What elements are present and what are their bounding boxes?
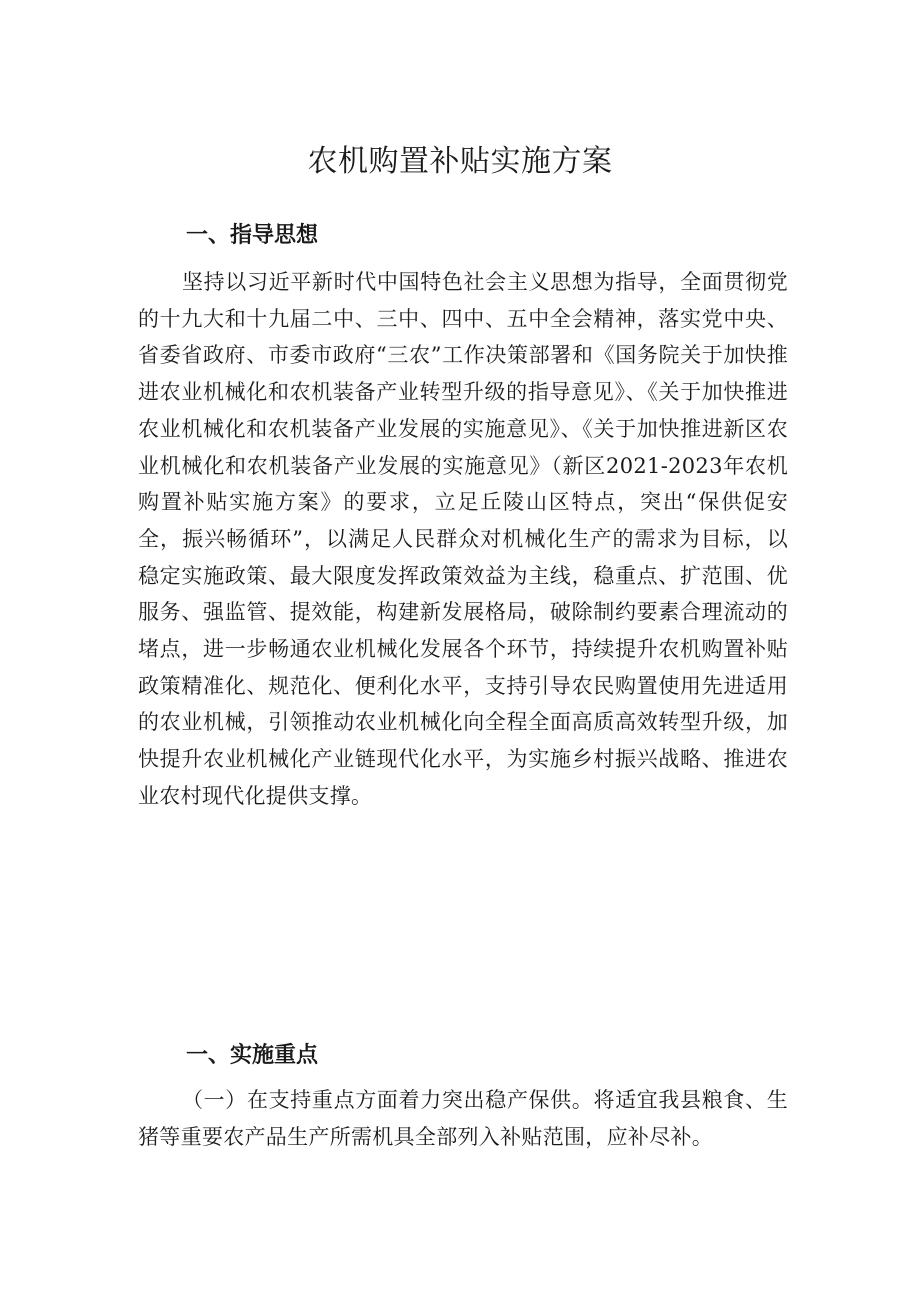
section-heading-implementation-focus: 一、实施重点 [186, 1043, 319, 1068]
section-paragraph-guiding-ideology: 坚持以习近平新时代中国特色社会主义思想为指导，全面贯彻党的十九大和十九届二中、三中、四中、五中全会精神，落实党中央、省委省政府、市委市政府“三农”工作决策部署和《国务院关于加快推进农业机械化和农机装备产业转型升级的指导意见》、《关于加快推进农业机械化和农机装备产业发展的实施意见》、《关于加快推进新区农业机械化和农机装备产业发展的实施意见》（新区2021-2023年农机购置补贴实施方案》的要求，立足丘陵山区特点，突出“保供促安全，振兴畅循环”，以满足人民群众对机械化生产的需求为目标，以稳定实施政策、最大限度发挥政策效益为主线，稳重点、扩范围、优服务、强监管、提效能，构建新发展格局，破除制约要素合理流动的堵点，进一步畅通农业机械化发展各个环节，持续提升农机购置补贴政策精准化、规范化、便利化水平，支持引导农民购置使用先进适用的农业机械，引领推动农业机械化向全程全面高质高效转型升级，加快提升农业机械化产业链现代化水平，为实施乡村振兴战略、推进农业农村现代化提供支撑。 [138, 270, 788, 808]
section-paragraph-implementation-focus: （一）在支持重点方面着力突出稳产保供。将适宜我县粮食、生猪等重要农产品生产所需机具全部列入补贴范围，应补尽补。 [138, 1088, 788, 1149]
section-heading-guiding-ideology: 一、指导思想 [186, 223, 319, 248]
document-title: 农机购置补贴实施方案 [307, 144, 613, 179]
